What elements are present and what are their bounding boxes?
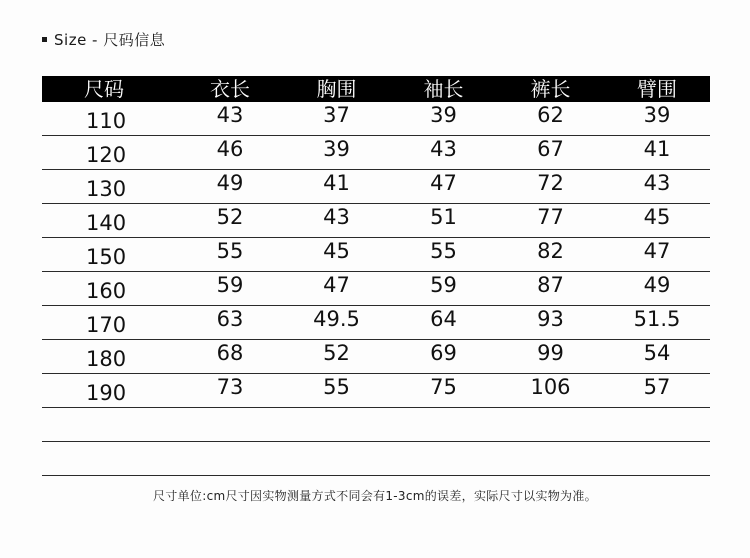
size-table — [42, 76, 710, 476]
section-heading — [42, 29, 165, 50]
table-row — [42, 102, 710, 136]
pants-length-cell: 106 — [530, 375, 571, 399]
size-cell: 190 — [86, 381, 127, 405]
sleeve-cell: 47 — [430, 171, 457, 195]
size-cell: 140 — [86, 211, 127, 235]
length-cell: 46 — [216, 137, 244, 161]
arm-cell: 49 — [643, 273, 671, 297]
chest-cell: 49.5 — [313, 307, 360, 331]
chest-cell: 41 — [323, 171, 350, 195]
pants-length-cell: 93 — [537, 307, 564, 331]
arm-cell: 45 — [643, 205, 671, 229]
arm-cell: 54 — [643, 341, 671, 365]
arm-cell: 39 — [643, 103, 671, 127]
bullet-square-icon — [42, 37, 47, 42]
chest-cell: 52 — [323, 341, 350, 365]
table-row — [42, 272, 710, 306]
sleeve-cell: 55 — [430, 239, 457, 263]
sleeve-cell: 51 — [430, 205, 457, 229]
length-cell: 63 — [216, 307, 244, 331]
size-cell: 160 — [86, 279, 127, 303]
length-cell: 73 — [216, 375, 244, 399]
section-title-text: Size - 尺码信息 — [54, 31, 166, 49]
size-cell: 150 — [86, 245, 127, 269]
length-cell: 68 — [216, 341, 244, 365]
empty-table-row — [42, 442, 710, 476]
table-row — [42, 136, 710, 170]
sleeve-cell: 59 — [430, 273, 457, 297]
arm-cell: 47 — [643, 239, 671, 263]
chest-cell: 45 — [323, 239, 350, 263]
table-row — [42, 238, 710, 272]
arm-cell: 51.5 — [633, 307, 681, 331]
arm-cell: 43 — [643, 171, 671, 195]
table-row — [42, 306, 710, 340]
size-cell: 130 — [86, 177, 127, 201]
chest-cell: 39 — [323, 137, 350, 161]
pants-length-cell: 82 — [537, 239, 564, 263]
table-row — [42, 374, 710, 408]
table-row — [42, 204, 710, 238]
header-chest: 胸围 — [316, 77, 357, 101]
chest-cell: 55 — [323, 375, 350, 399]
size-cell: 170 — [86, 313, 127, 337]
sleeve-cell: 43 — [430, 137, 457, 161]
table-row — [42, 170, 710, 204]
pants-length-cell: 67 — [537, 137, 564, 161]
length-cell: 55 — [216, 239, 244, 263]
sleeve-cell: 64 — [430, 307, 457, 331]
length-cell: 43 — [216, 103, 244, 127]
empty-table-row — [42, 408, 710, 442]
table-body — [42, 102, 710, 408]
pants-length-cell: 62 — [537, 103, 564, 127]
header-pants-length: 裤长 — [530, 77, 571, 101]
size-cell: 180 — [86, 347, 127, 371]
sleeve-cell: 69 — [430, 341, 457, 365]
pants-length-cell: 99 — [537, 341, 564, 365]
chest-cell: 37 — [323, 103, 350, 127]
length-cell: 59 — [216, 273, 244, 297]
length-cell: 49 — [216, 171, 244, 195]
chest-cell: 43 — [323, 205, 350, 229]
sleeve-cell: 39 — [430, 103, 457, 127]
pants-length-cell: 72 — [537, 171, 564, 195]
header-arm: 臂围 — [637, 77, 677, 101]
chest-cell: 47 — [323, 273, 350, 297]
pants-length-cell: 87 — [537, 273, 564, 297]
sleeve-cell: 75 — [430, 375, 457, 399]
header-sleeve: 袖长 — [423, 77, 464, 101]
header-length: 衣长 — [210, 77, 250, 101]
header-size: 尺码 — [84, 77, 124, 101]
table-row — [42, 340, 710, 374]
size-cell: 120 — [86, 143, 127, 167]
pants-length-cell: 77 — [537, 205, 564, 229]
arm-cell: 41 — [643, 137, 671, 161]
length-cell: 52 — [216, 205, 244, 229]
arm-cell: 57 — [643, 375, 671, 399]
measurement-note: 尺寸单位:cm尺寸因实物测量方式不同会有1-3cm的误差，实际尺寸以实物为准。 — [153, 489, 597, 503]
table-header-row — [42, 76, 710, 102]
size-cell: 110 — [86, 109, 127, 133]
